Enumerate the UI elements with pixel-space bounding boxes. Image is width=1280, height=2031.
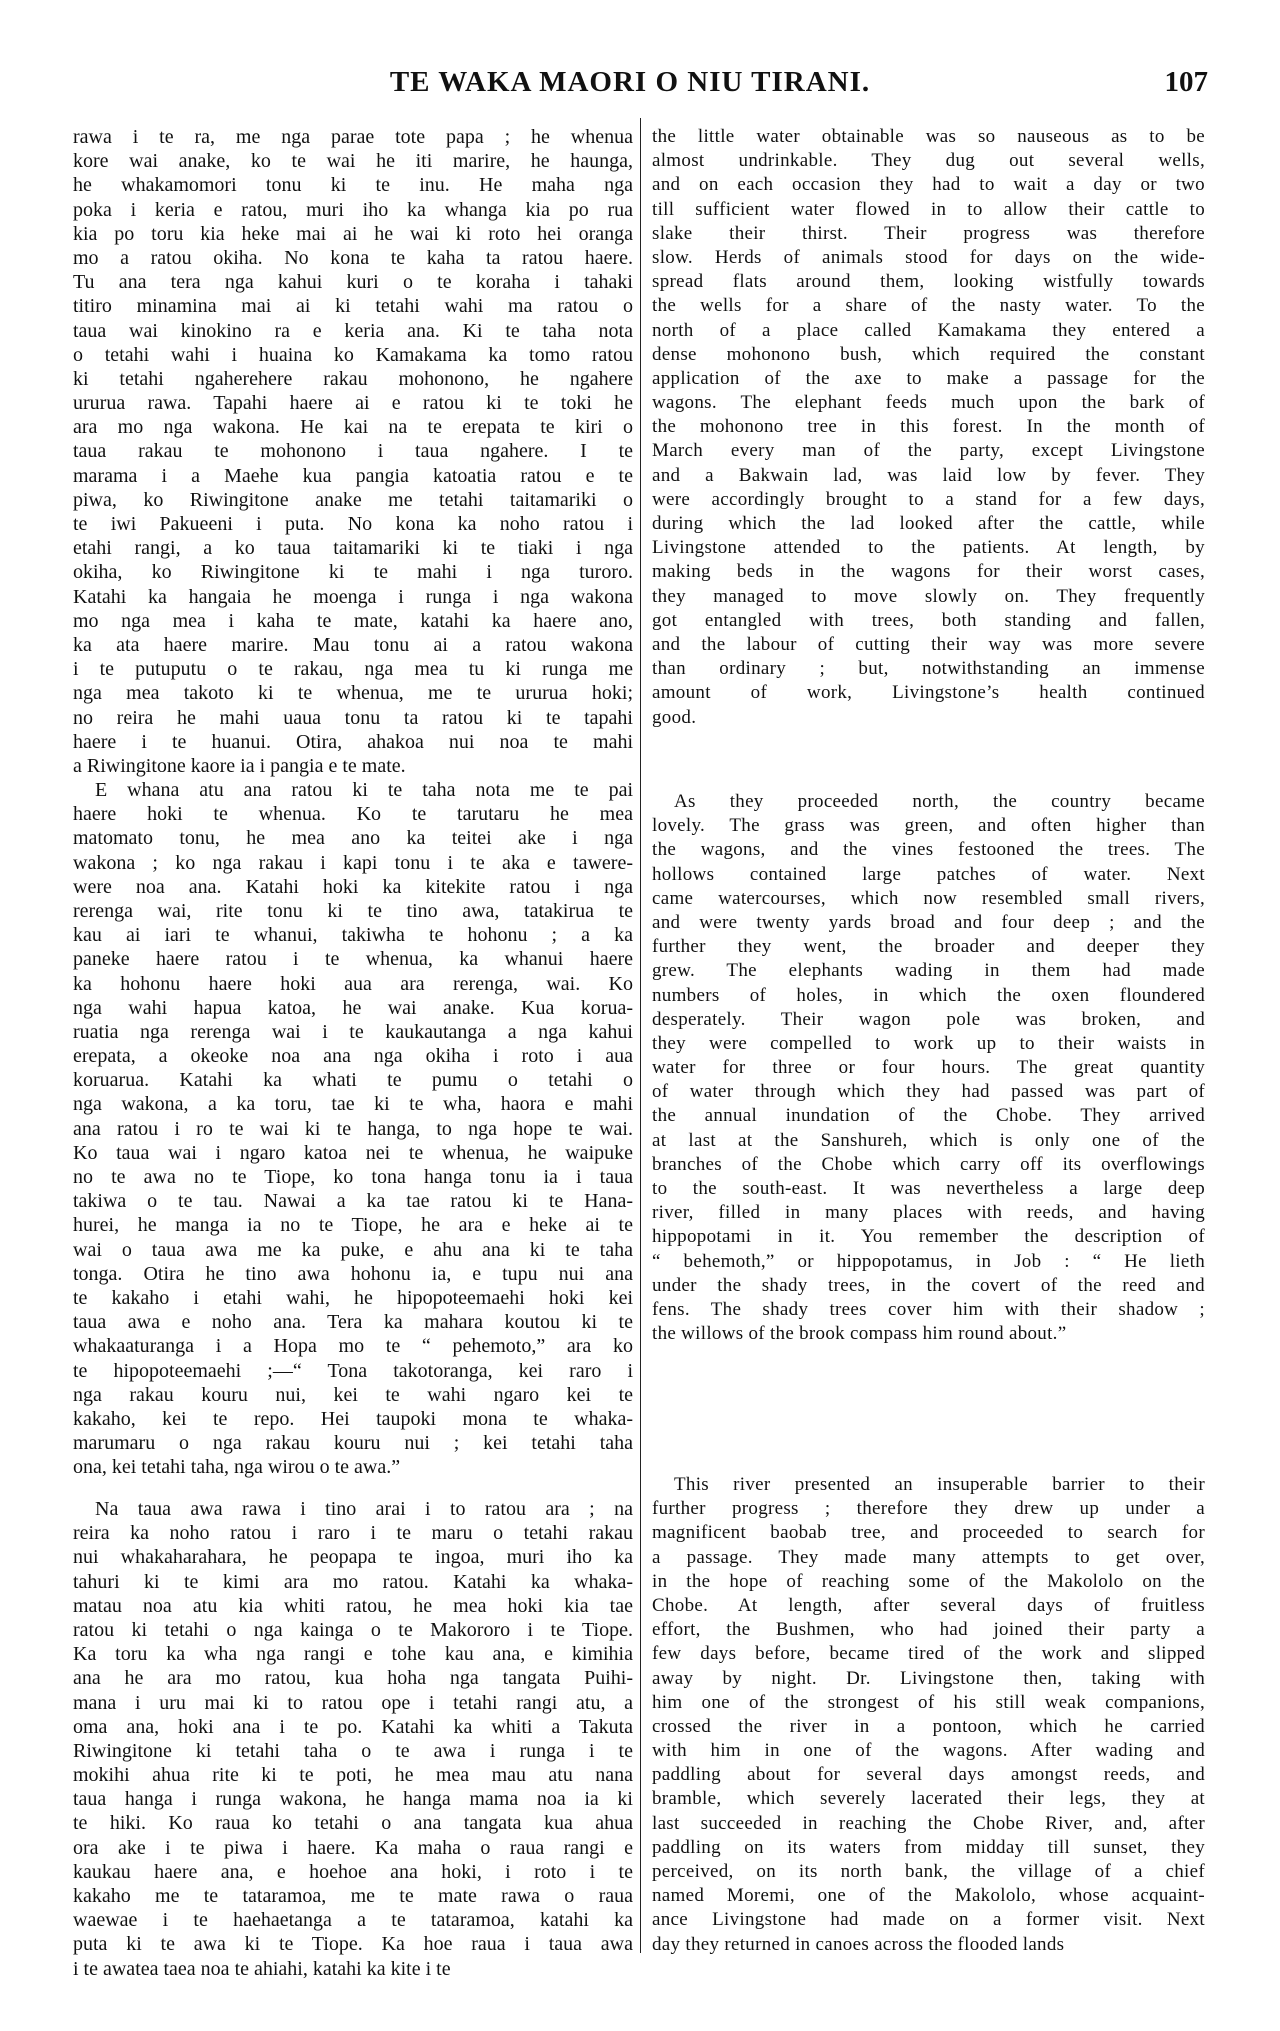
text-line: piwa, ko Riwingitone anake me tetahi taitamariki o: [73, 488, 633, 511]
text-line: whakaaturanga i a Hopa mo te “ pehemoto,” ara ko: [73, 1335, 633, 1358]
text-line: he whakamomori tonu ki te inu. He maha nga: [73, 174, 633, 197]
text-line: taua awa e noho ana. Tera ka mahara koutou ki te: [73, 1311, 633, 1334]
paragraph: [73, 1497, 633, 1981]
text-line: the wagons, and the vines festooned the trees. The: [652, 839, 1205, 861]
text-line: koruarua. Katahi ka whati te pumu o tetahi o: [73, 1069, 633, 1092]
column-divider: [640, 118, 641, 1953]
text-line: the wells for a share of the nasty water. To the: [652, 295, 1205, 317]
text-line: hurei, he manga ia no te Tiope, he ara e heke ai te: [73, 1214, 633, 1237]
text-line: ratou ki tetahi o nga kainga o te Makororo i te Tiope.: [73, 1618, 633, 1641]
text-line: lovely. The grass was green, and often higher than: [652, 815, 1205, 837]
text-line: ka hohonu haere hoki aua ara rerenga, wai. Ko: [73, 972, 633, 995]
text-line: ka ata haere marire. Mau tonu ai a ratou wakona: [73, 633, 633, 656]
text-line: titiro minamina mai ai ki tetahi wahi ma ratou o: [73, 295, 633, 318]
text-line: got entangled with trees, both standing and fallen,: [652, 609, 1205, 631]
text-line: they managed to move slowly on. They frequently: [652, 585, 1205, 607]
text-line: wakona ; ko nga rakau i kapi tonu i te aka e tawere-: [73, 851, 633, 874]
text-line: at last at the Sanshureh, which is only one of the: [652, 1129, 1205, 1151]
text-line: paneke haere ratou i te whenua, ka whanui haere: [73, 948, 633, 971]
text-line: him one of the strongest of his still weak companions,: [652, 1691, 1205, 1713]
text-line: Ko taua wai i ngaro katoa nei te whenua, he waipuke: [73, 1141, 633, 1164]
text-line: te hipopoteemaehi ;—“ Tona takotoranga, kei raro i: [73, 1359, 633, 1382]
text-line: ururua rawa. Tapahi haere ai e ratou ki te toki he: [73, 392, 633, 415]
text-line: nga wakona, a ka toru, tae ki te wha, haora e mahi: [73, 1093, 633, 1116]
text-line: ance Livingstone had made on a former visit. Next: [652, 1909, 1205, 1931]
text-line: the willows of the brook compass him round about.”: [652, 1323, 1067, 1345]
text-line: ona, kei tetahi taha, nga wirou o te awa.”: [73, 1456, 401, 1479]
text-line: E whana atu ana ratou ki te taha nota me te pai: [95, 779, 633, 801]
text-line: branches of the Chobe which carry off its overflowings: [652, 1153, 1205, 1175]
text-line: hippopotami in it. You remember the description of: [652, 1226, 1205, 1248]
text-line: of water through which they had passed was part of: [652, 1081, 1205, 1103]
text-line: okiha, ko Riwingitone ki te mahi i nga turoro.: [73, 561, 633, 584]
text-line: etahi rangi, a ko taua taitamariki ki te tiaki i nga: [73, 537, 633, 560]
text-line: fens. The shady trees cover him with their shadow ;: [652, 1298, 1205, 1320]
text-line: oma ana, hoki ana i te po. Katahi ka whiti a Takuta: [73, 1715, 633, 1738]
text-line: kaukau haere ana, e hoehoe ana hoki, i roto i te: [73, 1860, 633, 1883]
text-line: poka i keria e ratou, muri iho ka whanga kia po rua: [73, 198, 633, 221]
text-line: last succeeded in reaching the Chobe River, and, after: [652, 1812, 1205, 1834]
text-line: kakaho, kei te repo. Hei taupoki mona te whaka-: [73, 1407, 633, 1430]
text-line: hollows contained large patches of water. Next: [652, 863, 1205, 885]
text-line: te kakaho i etahi wahi, he hipopoteemaehi hoki kei: [73, 1286, 633, 1309]
text-line: during which the lad looked after the cattle, while: [652, 513, 1205, 534]
text-line: north of a place called Kamakama they entered a: [652, 319, 1205, 341]
text-line: and on each occasion they had to wait a day or two: [652, 174, 1205, 196]
text-line: bramble, which severely lacerated their legs, they at: [652, 1788, 1205, 1810]
text-line: ki tetahi ngaherehere rakau mohonono, he ngahere: [73, 367, 633, 390]
text-line: further they went, the broader and deeper they: [652, 936, 1205, 958]
text-line: nui whakaharahara, he peopapa te ingoa, muri iho ka: [73, 1546, 633, 1569]
text-line: mo a ratou okiha. No kona te kaha ta ratou haere.: [73, 246, 633, 269]
text-line: the mohonono tree in this forest. In the month of: [652, 416, 1205, 438]
text-line: no reira he mahi uaua tonu ta ratou ki te tapahi: [73, 706, 633, 729]
text-line: marama i a Maehe kua pangia katoatia ratou e te: [73, 464, 633, 487]
text-line: and were twenty yards broad and four deep ; and the: [652, 911, 1205, 933]
text-line: i te putuputu o te rakau, nga mea tu ki runga me: [73, 658, 633, 681]
text-line: the annual inundation of the Chobe. They arrived: [652, 1105, 1205, 1127]
text-line: haere i te huanui. Otira, ahakoa nui noa te mahi: [73, 730, 633, 753]
text-line: kau ai iari te whanui, takiwha te hohonu ; a ka: [73, 924, 633, 947]
text-line: effort, the Bushmen, who had joined their party a: [652, 1619, 1205, 1641]
text-line: and the labour of cutting their way was more severe: [652, 633, 1205, 655]
text-line: with him in one of the wagons. After wading and: [652, 1740, 1205, 1762]
text-line: Ka toru ka wha nga rangi e tohe kau ana, e kimihia: [73, 1643, 633, 1666]
text-line: March every man of the party, except Livingstone: [652, 440, 1205, 462]
text-line: haere hoki te whenua. Ko te tarutaru he mea: [73, 803, 633, 826]
text-line: ora ake i te piwa i haere. Ka maha o raua rangi e: [73, 1836, 633, 1859]
text-line: reira ka noho ratou i raro i te maru o tetahi rakau: [73, 1522, 633, 1545]
text-line: te iwi Pakueeni i puta. No kona ka noho ratou i: [73, 513, 633, 535]
text-line: i te awatea taea noa te ahiahi, katahi ka kite i te: [73, 1957, 451, 1980]
text-line: matau noa atu kia whiti ratou, he mea hoki kia tae: [73, 1594, 633, 1617]
text-line: paddling on its waters from midday till sunset, they: [652, 1836, 1205, 1858]
text-line: application of the axe to make a passage for the: [652, 367, 1205, 389]
text-line: Katahi ka hangaia he moenga i runga i nga wakona: [73, 585, 633, 608]
text-line: rawa i te ra, me nga parae tote papa ; he whenua: [73, 126, 633, 148]
text-line: nga rakau kouru nui, kei te wahi ngaro kei te: [73, 1383, 633, 1406]
text-line: paddling about for several days amongst reeds, and: [652, 1764, 1205, 1786]
text-line: than ordinary ; but, notwithstanding an immense: [652, 658, 1205, 680]
text-line: As they proceeded north, the country became: [674, 791, 1205, 812]
text-line: they were compelled to work up to their waists in: [652, 1032, 1205, 1054]
text-line: marumaru o nga rakau kouru nui ; kei tetahi taha: [73, 1432, 633, 1455]
text-line: river, filled in many places with reeds, and having: [652, 1202, 1205, 1224]
text-line: water for three or four hours. The great quantity: [652, 1057, 1205, 1079]
text-line: waewae i te haehaetanga a te tataramoa, katahi ka: [73, 1909, 633, 1932]
text-line: day they returned in canoes across the flooded lands: [652, 1933, 1065, 1955]
text-line: and a Bakwain lad, was laid low by fever. They: [652, 464, 1205, 486]
text-line: wai o taua awa me ka puke, e ahu ana ki te taha: [73, 1238, 633, 1261]
text-line: almost undrinkable. They dug out several wells,: [652, 150, 1205, 172]
text-line: a passage. They made many attempts to get over,: [652, 1546, 1205, 1568]
text-line: making beds in the wagons for their worst cases,: [652, 561, 1205, 583]
text-line: named Moremi, one of the Makololo, whose acquaint-: [652, 1885, 1205, 1907]
text-line: taua wai kinokino ra e keria ana. Ki te taha nota: [73, 319, 633, 342]
text-line: tahuri ki te kimi ara mo ratou. Katahi ka whaka-: [73, 1570, 633, 1593]
text-line: ara mo nga wakona. He kai na te erepata te kiri o: [73, 416, 633, 439]
text-line: te hiki. Ko raua ko tetahi o ana tangata kua ahua: [73, 1812, 633, 1835]
text-line: magnificent baobab tree, and proceeded to search for: [652, 1522, 1205, 1544]
text-line: crossed the river in a pontoon, which he carried: [652, 1715, 1205, 1737]
text-line: ana ratou i ro te wai ki te hanga, to nga hope te wai.: [73, 1117, 633, 1140]
text-line: tonga. Otira he tino awa hohonu ia, e tupu nui ana: [73, 1262, 633, 1285]
text-line: away by night. Dr. Livingstone then, taking with: [652, 1667, 1205, 1689]
text-line: grew. The elephants wading in them had made: [652, 960, 1205, 982]
text-line: Riwingitone ki tetahi taha o te awa i runga i te: [73, 1739, 633, 1762]
text-line: numbers of holes, in which the oxen floundered: [652, 984, 1205, 1006]
text-line: taua rakau te mohonono i taua ngahere. I te: [73, 440, 633, 463]
paragraph: [652, 790, 1205, 1346]
text-line: o tetahi wahi i huaina ko Kamakama ka tomo ratou: [73, 343, 633, 366]
text-line: Na taua awa rawa i tino arai i to ratou ara ; na: [95, 1498, 633, 1520]
paragraph: [652, 125, 1205, 730]
page-number: 107: [1164, 66, 1208, 98]
text-line: spread flats around them, looking wistfully towards: [652, 271, 1205, 293]
text-line: matomato tonu, he mea ano ka teitei ake i nga: [73, 827, 633, 850]
text-line: nga wahi hapua katoa, he wai anake. Kua korua-: [73, 996, 633, 1019]
text-line: few days before, became tired of the work and slipped: [652, 1643, 1205, 1665]
paragraph: [652, 1473, 1205, 1957]
text-line: a Riwingitone kaore ia i pangia e te mate.: [73, 754, 406, 777]
text-line: under the shady trees, in the covert of the reed and: [652, 1274, 1205, 1296]
text-line: erepata, a okeoke noa ana nga okiha i roto i aua: [73, 1045, 633, 1068]
text-line: good.: [652, 706, 697, 728]
text-line: puta ki te awa ki te Tiope. Ka hoe raua i taua awa: [73, 1933, 633, 1956]
text-line: till sufficient water flowed in to allow their cattle to: [652, 198, 1205, 220]
text-line: further progress ; therefore they drew up under a: [652, 1498, 1205, 1520]
text-line: amount of work, Livingstone’s health continued: [652, 682, 1205, 704]
text-line: rerenga wai, rite tonu ki te tino awa, tatakirua te: [73, 899, 633, 922]
text-line: dense mohonono bush, which required the constant: [652, 343, 1205, 365]
text-line: takiwa o te tau. Nawai a ka tae ratou ki te Hana-: [73, 1190, 633, 1213]
text-line: This river presented an insuperable barrier to their: [674, 1474, 1205, 1495]
text-line: Chobe. At length, after several days of fruitless: [652, 1594, 1205, 1616]
text-line: Livingstone attended to the patients. At length, by: [652, 537, 1205, 559]
paragraph: [73, 125, 633, 778]
text-line: perceived, on its north bank, the village of a chief: [652, 1861, 1205, 1882]
text-line: in the hope of reaching some of the Makololo on the: [652, 1570, 1205, 1592]
text-line: ruatia nga rerenga wai i te kaukautanga a nga kahui: [73, 1020, 633, 1043]
text-line: kore wai anake, ko te wai he iti marire, he haunga,: [73, 150, 633, 173]
text-line: kia po toru kia heke mai ai he wai ki roto hei oranga: [73, 222, 633, 245]
text-line: nga mea takoto ki te whenua, me te ururua hoki;: [73, 682, 633, 705]
text-line: were noa ana. Katahi hoki ka kitekite ratou i nga: [73, 875, 633, 898]
text-line: kakaho me te tataramoa, me te mate rawa o raua: [73, 1885, 633, 1907]
text-line: no te awa no te Tiope, ko tona hanga tonu ia i taua: [73, 1166, 633, 1188]
text-line: slake their thirst. Their progress was therefore: [652, 222, 1205, 244]
text-line: mokihi ahua rite ki te poti, he mea mau atu nana: [73, 1764, 633, 1787]
text-line: desperately. Their wagon pole was broken, and: [652, 1008, 1205, 1030]
text-line: mo nga mea i kaha te mate, katahi ka haere ano,: [73, 609, 633, 632]
text-line: ana he ara mo ratou, kua hoha nga tangata Puihi-: [73, 1667, 633, 1690]
text-line: taua hanga i runga wakona, he hanga mama noa ia ki: [73, 1788, 633, 1811]
paragraph: [73, 778, 633, 1479]
text-line: came watercourses, which now resembled small rivers,: [652, 887, 1205, 909]
text-line: Tu ana tera nga kahui kuri o te koraha i tahaki: [73, 271, 633, 294]
text-line: mana i uru mai ki to ratou ope i tetahi rangi atu, a: [73, 1691, 633, 1714]
text-line: the little water obtainable was so nauseous as to be: [652, 126, 1205, 147]
text-line: to the south-east. It was nevertheless a large deep: [652, 1178, 1205, 1199]
text-line: wagons. The elephant feeds much upon the bark of: [652, 392, 1205, 414]
newspaper-title: TE WAKA MAORI O NIU TIRANI.: [389, 66, 871, 98]
text-line: were accordingly brought to a stand for a few days,: [652, 488, 1205, 510]
text-line: “ behemoth,” or hippopotamus, in Job : “ He lieth: [652, 1250, 1205, 1272]
text-line: slow. Herds of animals stood for days on the wide-: [652, 246, 1205, 268]
